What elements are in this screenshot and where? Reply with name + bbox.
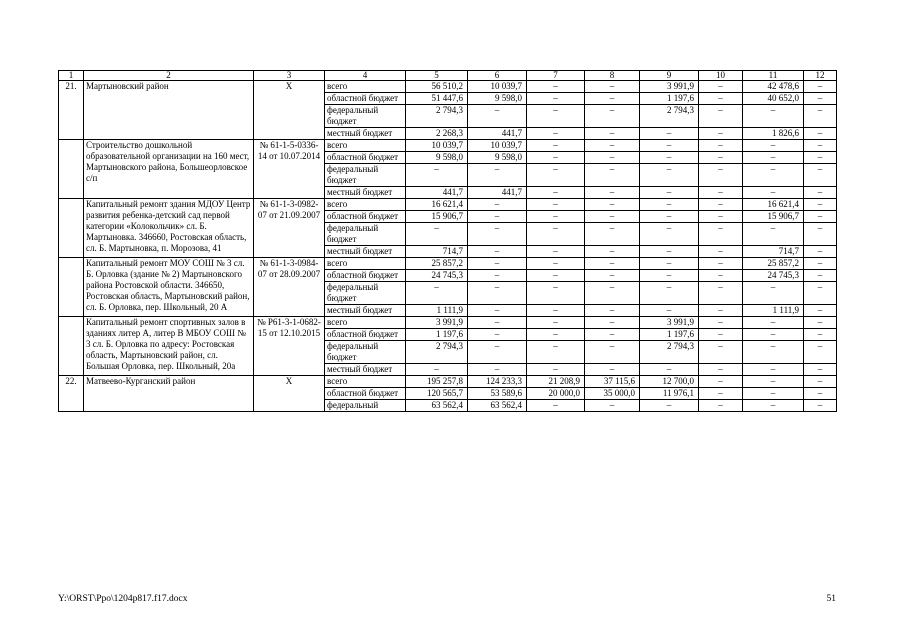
value-cell: – (804, 140, 837, 152)
value-cell: 63 562,4 (406, 400, 468, 412)
value-cell: – (743, 376, 804, 388)
value-cell: 16 621,4 (406, 199, 468, 211)
value-cell: – (585, 270, 640, 282)
value-cell: – (527, 105, 585, 128)
value-cell: – (804, 282, 837, 305)
value-cell: – (585, 282, 640, 305)
value-cell: – (804, 388, 837, 400)
funding-source-label: местный бюджет (325, 305, 406, 317)
value-cell: – (585, 164, 640, 187)
value-cell: 63 562,4 (468, 400, 527, 412)
value-cell: – (699, 105, 743, 128)
value-cell: – (640, 187, 699, 199)
value-cell: – (468, 317, 527, 329)
value-cell: – (743, 388, 804, 400)
col-header: 9 (640, 71, 699, 81)
value-cell: 11 976,1 (640, 388, 699, 400)
document-path: Y:\ORST\Ppo\1204p817.f17.docx (58, 594, 188, 604)
budget-table (58, 70, 837, 412)
value-cell: – (585, 258, 640, 270)
col-header: 10 (699, 71, 743, 81)
value-cell: – (406, 364, 468, 376)
value-cell: – (699, 282, 743, 305)
value-cell: – (468, 305, 527, 317)
value-cell: 1 826,6 (743, 128, 804, 140)
value-cell: 120 565,7 (406, 388, 468, 400)
table-row (59, 376, 837, 388)
value-cell: – (804, 187, 837, 199)
value-cell: – (804, 128, 837, 140)
value-cell: – (468, 211, 527, 223)
value-cell: – (699, 223, 743, 246)
value-cell: – (640, 270, 699, 282)
table-row (59, 140, 837, 152)
value-cell: – (527, 164, 585, 187)
value-cell: – (804, 211, 837, 223)
document-reference: № 61-1-5-0336-14 от 10.07.2014 (254, 140, 325, 199)
funding-source-label: всего (325, 140, 406, 152)
value-cell: – (640, 364, 699, 376)
value-cell: – (585, 199, 640, 211)
value-cell: 40 652,0 (743, 93, 804, 105)
value-cell: – (527, 317, 585, 329)
col-header: 12 (804, 71, 837, 81)
row-number (59, 317, 84, 376)
value-cell: – (743, 364, 804, 376)
value-cell: – (743, 341, 804, 364)
value-cell: – (585, 140, 640, 152)
funding-source-label: местный бюджет (325, 364, 406, 376)
value-cell: – (640, 152, 699, 164)
col-header: 2 (84, 71, 254, 81)
value-cell: – (527, 128, 585, 140)
value-cell: 53 589,6 (468, 388, 527, 400)
value-cell: 1 111,9 (406, 305, 468, 317)
value-cell: 56 510,2 (406, 81, 468, 93)
value-cell: – (527, 223, 585, 246)
value-cell: – (699, 211, 743, 223)
column-number-row (59, 71, 837, 81)
value-cell: 2 794,3 (640, 105, 699, 128)
value-cell: – (527, 93, 585, 105)
value-cell: – (468, 258, 527, 270)
value-cell: – (804, 93, 837, 105)
value-cell: – (804, 258, 837, 270)
value-cell: – (585, 93, 640, 105)
value-cell: – (743, 400, 804, 412)
value-cell: – (804, 152, 837, 164)
funding-source-label: областной бюджет (325, 152, 406, 164)
document-reference: № 61-1-3-0982-07 от 21.09.2007 (254, 199, 325, 258)
value-cell: – (804, 364, 837, 376)
budget-table-container (58, 70, 836, 412)
value-cell: – (640, 258, 699, 270)
funding-source-label: всего (325, 317, 406, 329)
value-cell: – (743, 105, 804, 128)
value-cell: – (699, 376, 743, 388)
value-cell: – (804, 305, 837, 317)
object-name: Капитальный ремонт спортивных залов в зданиях литер А, литер В МБОУ СОШ № 3 сл. Б. Орловка по адресу: Ростовская область, Мартыновский район, сл. Большая Орловка, пер. Школьный, 20а (84, 317, 254, 376)
value-cell: – (699, 388, 743, 400)
value-cell: – (743, 223, 804, 246)
value-cell: – (406, 282, 468, 305)
value-cell: – (585, 187, 640, 199)
value-cell: – (640, 164, 699, 187)
funding-source-label: всего (325, 376, 406, 388)
value-cell: 21 208,9 (527, 376, 585, 388)
document-reference: Х (254, 376, 325, 412)
value-cell: – (585, 223, 640, 246)
value-cell: – (804, 246, 837, 258)
value-cell: 42 478,6 (743, 81, 804, 93)
value-cell: – (585, 364, 640, 376)
value-cell: – (468, 199, 527, 211)
value-cell: – (699, 400, 743, 412)
object-name: Строительство дошкольной образовательной организации на 160 мест, Мартыновского района, Большеорловское с/п (84, 140, 254, 199)
value-cell: 10 039,7 (406, 140, 468, 152)
value-cell: – (468, 164, 527, 187)
document-reference: № Р61-3-1-0682-15 от 12.10.2015 (254, 317, 325, 376)
row-number: 22. (59, 376, 84, 412)
value-cell: – (527, 305, 585, 317)
value-cell: 441,7 (406, 187, 468, 199)
value-cell: – (640, 211, 699, 223)
value-cell: – (699, 81, 743, 93)
value-cell: 25 857,2 (743, 258, 804, 270)
value-cell: 714,7 (406, 246, 468, 258)
value-cell: – (699, 93, 743, 105)
value-cell: – (585, 400, 640, 412)
table-row (59, 317, 837, 329)
value-cell: – (743, 140, 804, 152)
value-cell: – (743, 164, 804, 187)
col-header: 11 (743, 71, 804, 81)
funding-source-label: местный бюджет (325, 128, 406, 140)
value-cell: 12 700,0 (640, 376, 699, 388)
value-cell: – (699, 199, 743, 211)
value-cell: – (640, 305, 699, 317)
funding-source-label: федеральный бюджет (325, 105, 406, 128)
value-cell: 2 794,3 (406, 341, 468, 364)
value-cell: 10 039,7 (468, 81, 527, 93)
funding-source-label: местный бюджет (325, 187, 406, 199)
value-cell: – (804, 317, 837, 329)
col-header: 7 (527, 71, 585, 81)
value-cell: – (699, 341, 743, 364)
value-cell: 15 906,7 (743, 211, 804, 223)
funding-source-label: местный бюджет (325, 246, 406, 258)
col-header: 5 (406, 71, 468, 81)
value-cell: 25 857,2 (406, 258, 468, 270)
value-cell: – (406, 164, 468, 187)
value-cell: – (699, 364, 743, 376)
value-cell: – (640, 199, 699, 211)
value-cell: 1 197,6 (406, 329, 468, 341)
value-cell: – (585, 246, 640, 258)
value-cell: – (743, 317, 804, 329)
col-header: 3 (254, 71, 325, 81)
funding-source-label: всего (325, 199, 406, 211)
value-cell: – (804, 164, 837, 187)
value-cell: 2 794,3 (640, 341, 699, 364)
value-cell: 2 268,3 (406, 128, 468, 140)
value-cell: – (640, 282, 699, 305)
value-cell: – (699, 152, 743, 164)
value-cell: – (468, 270, 527, 282)
value-cell: – (585, 105, 640, 128)
value-cell: 3 991,9 (640, 81, 699, 93)
row-number (59, 140, 84, 199)
value-cell: – (527, 246, 585, 258)
funding-source-label: областной бюджет (325, 93, 406, 105)
value-cell: 35 000,0 (585, 388, 640, 400)
value-cell: – (527, 199, 585, 211)
funding-source-label: федеральный (325, 400, 406, 412)
value-cell: – (527, 341, 585, 364)
funding-source-label: федеральный бюджет (325, 282, 406, 305)
value-cell: – (527, 187, 585, 199)
value-cell: – (468, 246, 527, 258)
value-cell: – (804, 329, 837, 341)
object-name: Матвеево-Курганский район (84, 376, 254, 412)
value-cell: 37 115,6 (585, 376, 640, 388)
value-cell: – (804, 376, 837, 388)
value-cell: – (585, 211, 640, 223)
value-cell: – (406, 223, 468, 246)
funding-source-label: федеральный бюджет (325, 341, 406, 364)
table-row (59, 81, 837, 93)
value-cell: – (804, 81, 837, 93)
value-cell: – (468, 223, 527, 246)
value-cell: 16 621,4 (743, 199, 804, 211)
value-cell: 441,7 (468, 187, 527, 199)
value-cell: – (527, 140, 585, 152)
funding-source-label: федеральный бюджет (325, 223, 406, 246)
funding-source-label: всего (325, 81, 406, 93)
value-cell: – (699, 329, 743, 341)
value-cell: – (640, 223, 699, 246)
value-cell: 714,7 (743, 246, 804, 258)
value-cell: – (468, 329, 527, 341)
funding-source-label: областной бюджет (325, 270, 406, 282)
value-cell: – (527, 258, 585, 270)
value-cell: – (699, 305, 743, 317)
value-cell: 1 197,6 (640, 329, 699, 341)
value-cell: – (804, 270, 837, 282)
value-cell: – (527, 329, 585, 341)
value-cell: – (743, 187, 804, 199)
value-cell: 9 598,0 (468, 93, 527, 105)
value-cell: 15 906,7 (406, 211, 468, 223)
value-cell: – (468, 341, 527, 364)
value-cell: – (527, 270, 585, 282)
value-cell: – (804, 400, 837, 412)
value-cell: – (527, 282, 585, 305)
value-cell: – (699, 187, 743, 199)
value-cell: – (699, 270, 743, 282)
value-cell: – (804, 223, 837, 246)
value-cell: 51 447,6 (406, 93, 468, 105)
value-cell: – (699, 128, 743, 140)
value-cell: – (585, 329, 640, 341)
col-header: 8 (585, 71, 640, 81)
value-cell: – (743, 152, 804, 164)
value-cell: – (640, 128, 699, 140)
value-cell: 195 257,8 (406, 376, 468, 388)
value-cell: 3 991,9 (640, 317, 699, 329)
funding-source-label: всего (325, 258, 406, 270)
object-name: Мартыновский район (84, 81, 254, 140)
value-cell: – (585, 341, 640, 364)
row-number: 21. (59, 81, 84, 140)
value-cell: – (699, 258, 743, 270)
row-number (59, 199, 84, 258)
value-cell: – (468, 105, 527, 128)
document-reference: № 61-1-3-0984-07 от 28.09.2007 (254, 258, 325, 317)
value-cell: – (585, 152, 640, 164)
value-cell: – (640, 400, 699, 412)
value-cell: – (585, 317, 640, 329)
document-reference: Х (254, 81, 325, 140)
funding-source-label: федеральный бюджет (325, 164, 406, 187)
value-cell: – (804, 199, 837, 211)
object-name: Капитальный ремонт МОУ СОШ № 3 сл. Б. Орловка (здание № 2) Мартыновского района Ростовской области. 346650, Ростовская область, Мартыновский район, сл. Б. Орловка, пер. Школьный, 20 А (84, 258, 254, 317)
col-header: 1 (59, 71, 84, 81)
value-cell: 9 598,0 (406, 152, 468, 164)
funding-source-label: областной бюджет (325, 329, 406, 341)
value-cell: – (699, 317, 743, 329)
value-cell: – (699, 164, 743, 187)
value-cell: – (468, 282, 527, 305)
value-cell: 1 111,9 (743, 305, 804, 317)
value-cell: – (585, 305, 640, 317)
value-cell: 24 745,3 (743, 270, 804, 282)
col-header: 4 (325, 71, 406, 81)
value-cell: – (699, 140, 743, 152)
value-cell: – (640, 246, 699, 258)
page-number: 51 (826, 594, 836, 604)
value-cell: – (527, 400, 585, 412)
value-cell: – (804, 341, 837, 364)
value-cell: 124 233,3 (468, 376, 527, 388)
col-header: 6 (468, 71, 527, 81)
value-cell: 1 197,6 (640, 93, 699, 105)
value-cell: 9 598,0 (468, 152, 527, 164)
value-cell: – (468, 364, 527, 376)
object-name: Капитальный ремонт здания МДОУ Центр развития ребенка-детский сад первой категории «Колокольчик» сл. Б. Мартыновка. 346660, Ростовская область, сл. Б. Мартыновка, п. Морозова, 41 (84, 199, 254, 258)
value-cell: 10 039,7 (468, 140, 527, 152)
value-cell: – (804, 105, 837, 128)
value-cell: 24 745,3 (406, 270, 468, 282)
value-cell: – (743, 282, 804, 305)
funding-source-label: областной бюджет (325, 211, 406, 223)
table-body (59, 71, 837, 412)
table-row (59, 258, 837, 270)
value-cell: – (527, 81, 585, 93)
value-cell: 441,7 (468, 128, 527, 140)
value-cell: 20 000,0 (527, 388, 585, 400)
value-cell: – (527, 364, 585, 376)
value-cell: 3 991,9 (406, 317, 468, 329)
funding-source-label: областной бюджет (325, 388, 406, 400)
table-row (59, 199, 837, 211)
value-cell: – (585, 128, 640, 140)
value-cell: – (699, 246, 743, 258)
row-number (59, 258, 84, 317)
value-cell: – (640, 140, 699, 152)
value-cell: 2 794,3 (406, 105, 468, 128)
value-cell: – (527, 211, 585, 223)
value-cell: – (585, 81, 640, 93)
value-cell: – (743, 329, 804, 341)
value-cell: – (527, 152, 585, 164)
